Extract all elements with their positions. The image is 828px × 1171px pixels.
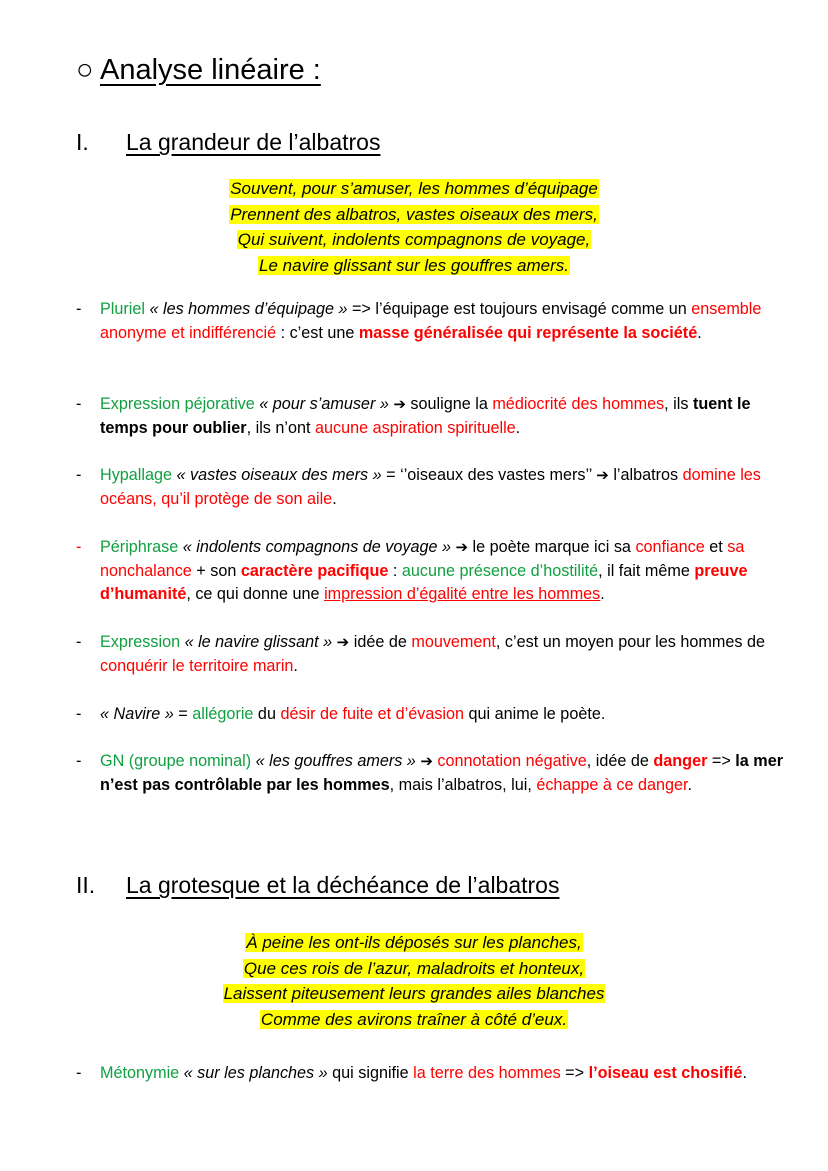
- text-segment: .: [332, 489, 337, 508]
- text-segment: preuve d’humanité: [100, 561, 748, 604]
- text-segment: médiocrité des hommes: [492, 395, 665, 413]
- poem-line: Que ces rois de l’azur, maladroits et honteux,: [243, 958, 585, 978]
- text-segment: la terre des hommes: [413, 1064, 561, 1082]
- list-dash: -: [76, 395, 82, 413]
- text-segment: sa nonchalance: [100, 538, 745, 580]
- text-segment: , ce qui donne une: [186, 585, 325, 604]
- poem-line: Comme des avirons traîner à côté d’eux.: [260, 1009, 568, 1029]
- section-title: La grandeur de l’albatros: [126, 129, 381, 155]
- text-segment: du: [253, 705, 281, 723]
- text-segment: « pour s’amuser »: [259, 395, 389, 413]
- text-segment: qui signifie: [327, 1064, 414, 1082]
- text-segment: « indolents compagnons de voyage »: [182, 538, 451, 556]
- arrow-right-icon: ➔: [596, 467, 609, 484]
- text-segment: souligne la: [405, 395, 493, 413]
- text-segment: « Navire »: [100, 705, 174, 723]
- text-segment: Pluriel: [100, 300, 145, 318]
- text-segment: échappe à ce danger: [536, 775, 688, 794]
- poem-line: Souvent, pour s’amuser, les hommes d’équipage: [230, 179, 598, 198]
- analysis-text: [100, 703, 788, 727]
- list-dash: -: [76, 752, 82, 770]
- text-segment: =>: [560, 1064, 589, 1082]
- text-segment: Expression: [100, 633, 181, 651]
- poem-excerpt-2: [0, 930, 828, 1032]
- text-segment: , mais l’albatros, lui,: [389, 775, 537, 794]
- circle-bullet-icon: ○: [76, 54, 94, 86]
- text-segment: :: [388, 561, 402, 580]
- text-segment: : c’est une: [276, 323, 359, 342]
- text-segment: => l’équipage est toujours envisagé comme un: [347, 300, 692, 318]
- text-segment: Métonymie: [100, 1064, 180, 1082]
- text-segment: mouvement: [411, 633, 496, 651]
- text-segment: Hypallage: [100, 466, 172, 484]
- text-segment: masse généralisée qui représente la société: [358, 323, 698, 342]
- text-segment: , c’est un moyen pour les hommes de: [495, 633, 765, 651]
- text-segment: « sur les planches »: [183, 1064, 328, 1082]
- list-dash: -: [76, 466, 82, 484]
- text-segment: Périphrase: [100, 538, 179, 556]
- text-segment: « les hommes d’équipage »: [149, 300, 348, 318]
- analysis-text: [100, 631, 788, 678]
- poem-line: Prennent des albatros, vastes oiseaux des mers,: [230, 204, 598, 224]
- poem-line: Laissent piteusement leurs grandes ailes blanches: [223, 984, 605, 1003]
- text-segment: la mer n’est pas contrôlable par les hommes: [100, 752, 783, 794]
- page-title: [76, 52, 321, 88]
- text-segment: = ‘’oiseaux des vastes mers’’: [381, 466, 597, 484]
- text-segment: l’oiseau est chosifié: [588, 1064, 743, 1082]
- text-segment: aucune présence d’hostilité: [401, 561, 599, 580]
- text-segment: .: [293, 656, 298, 675]
- text-segment: .: [697, 323, 702, 342]
- text-segment: aucune aspiration spirituelle: [315, 418, 516, 437]
- list-dash: -: [76, 1064, 82, 1082]
- text-segment: domine les océans, qu’il protège de son aile: [100, 466, 761, 508]
- text-segment: désir de fuite et d’évasion: [280, 705, 465, 723]
- section-title: La grotesque et la déchéance de l’albatros: [126, 872, 560, 898]
- text-segment: .: [600, 585, 605, 604]
- arrow-right-icon: ➔: [455, 539, 469, 556]
- text-segment: .: [515, 418, 521, 437]
- list-dash: -: [76, 633, 82, 651]
- analysis-text: [100, 393, 788, 440]
- list-dash: -: [76, 538, 82, 556]
- text-segment: caractère pacifique: [240, 561, 389, 580]
- poem-line: À peine les ont-ils déposés sur les planches,: [246, 933, 582, 952]
- text-segment: =>: [707, 752, 736, 770]
- text-segment: =: [173, 705, 193, 723]
- text-segment: , ils n’ont: [246, 418, 315, 437]
- text-segment: .: [687, 775, 693, 794]
- text-segment: « vastes oiseaux des mers »: [176, 466, 382, 484]
- text-segment: idée de: [349, 633, 412, 651]
- text-segment: , il fait même: [598, 561, 695, 580]
- text-segment: GN (groupe nominal): [100, 752, 252, 770]
- section-heading-1: [76, 128, 380, 156]
- text-segment: , idée de: [586, 752, 654, 770]
- text-segment: impression d’égalité entre les hommes: [324, 585, 601, 604]
- text-segment: , ils: [664, 395, 693, 413]
- text-segment: l’albatros: [608, 466, 683, 484]
- text-segment: + son: [191, 561, 241, 580]
- text-segment: danger: [653, 752, 708, 770]
- text-segment: ensemble anonyme et indifférencié: [100, 300, 762, 342]
- text-segment: et: [704, 538, 728, 556]
- arrow-right-icon: ➔: [420, 753, 433, 770]
- section-number: I.: [76, 129, 89, 155]
- text-segment: confiance: [635, 538, 705, 556]
- arrow-right-icon: ➔: [336, 634, 350, 651]
- analysis-text: [100, 750, 788, 797]
- section-number: II.: [76, 872, 96, 898]
- poem-line: Le navire glissant sur les gouffres amers.: [259, 255, 569, 275]
- page-title-text: Analyse linéaire :: [100, 54, 321, 86]
- text-segment: tuent le temps pour oublier: [100, 395, 751, 437]
- text-segment: « les gouffres amers »: [255, 752, 416, 770]
- text-segment: conquérir le territoire marin: [100, 656, 294, 675]
- text-segment: qui anime le poète.: [464, 705, 606, 723]
- arrow-right-icon: ➔: [393, 396, 406, 413]
- text-segment: connotation négative: [437, 752, 587, 770]
- text-segment: allégorie: [192, 705, 254, 723]
- text-segment: Expression péjorative: [100, 395, 255, 413]
- analysis-text: [100, 1062, 788, 1086]
- analysis-text: [100, 536, 788, 607]
- list-dash: -: [76, 300, 82, 318]
- text-segment: « le navire glissant »: [184, 633, 333, 651]
- poem-excerpt-1: [0, 176, 828, 278]
- text-segment: le poète marque ici sa: [468, 538, 636, 556]
- analysis-text: [100, 464, 788, 511]
- text-segment: .: [742, 1064, 747, 1082]
- section-heading-2: [76, 871, 559, 899]
- list-dash: -: [76, 705, 82, 723]
- poem-line: Qui suivent, indolents compagnons de voyage,: [237, 230, 591, 249]
- analysis-text: [100, 298, 788, 345]
